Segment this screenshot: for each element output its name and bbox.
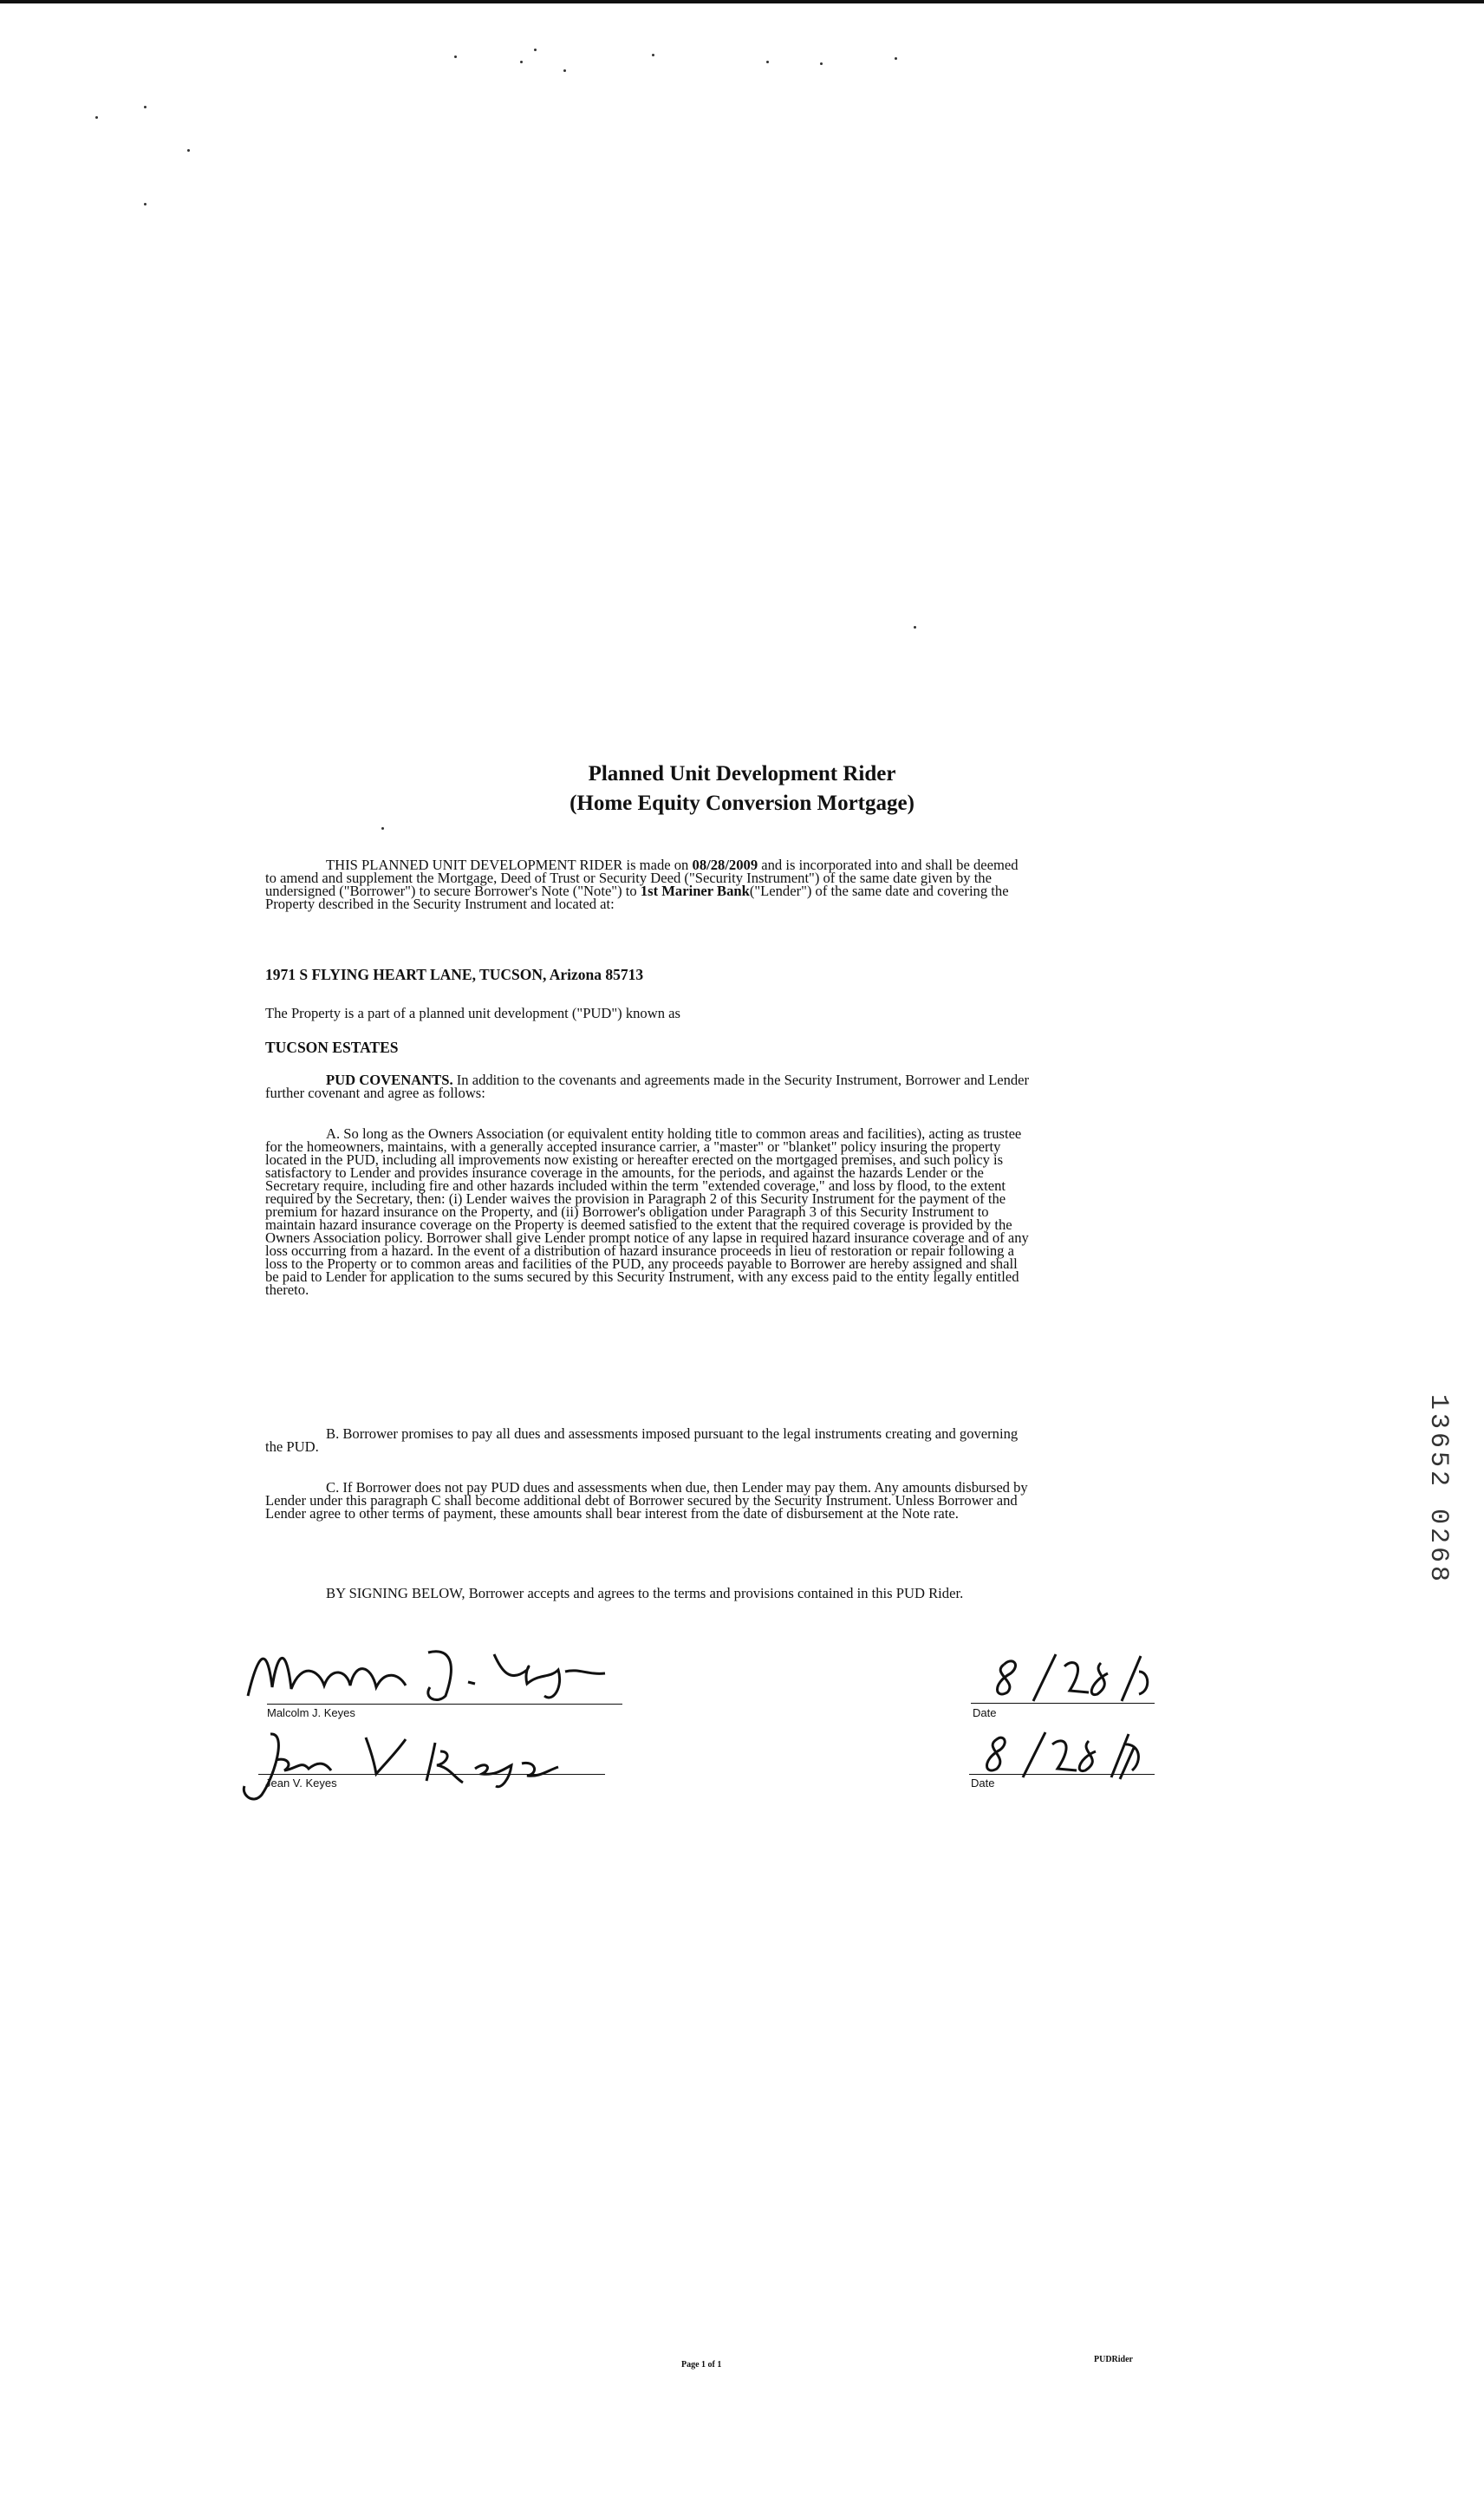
property-address: 1971 S FLYING HEART LANE, TUCSON, Arizona 85713	[265, 966, 644, 983]
covenants-paragraph	[265, 1073, 1030, 1099]
scan-speck	[534, 49, 537, 51]
paragraph-a: A. So long as the Owners Association (or equivalent entity holding title to common areas and facilities), acting as trustee for the homeowners, maintains, with a generally accepted insurance carrier, a "master" or "blanket" policy insuring the property located in the PUD, including all improvements now existing or hereafter erected on the mortgaged premises, and such policy is satisfactory to Lender and provides insurance coverage in the amounts, for the periods, and against the hazards Lender or the Secretary require, including fire and other hazards included within the term "extended coverage," and loss by flood, to the extent required by the Secretary, then: (i) Lender waives the provision in Paragraph 2 of this Security Instrument for the payment of the premium for hazard insurance on the Property, and (ii) Borrower's obligation under Paragraph 3 of this Security Instrument to maintain hazard insurance coverage on the Property is deemed satisfied to the extent that the required coverage is provided by the Owners Association policy. Borrower shall give Lender prompt notice of any lapse in required hazard insurance coverage and of any loss occurring from a hazard. In the event of a distribution of hazard insurance proceeds in lieu of restoration or repair following a loss to the Property or to common areas and facilities of the PUD, any proceeds payable to Borrower are hereby assigned and shall be paid to Lender for application to the sums secured by this Security Instrument, with any excess paid to the entity legally entitled thereto.	[265, 1125, 1029, 1298]
scan-speck	[95, 116, 98, 119]
scan-speck	[895, 57, 897, 60]
intro-text: ("Lender") of the same date and covering the Property described in the Security Instrument and located at:	[265, 883, 1009, 912]
pud-intro: The Property is a part of a planned unit development ("PUD") known as	[265, 1005, 680, 1021]
scan-speck	[454, 55, 457, 58]
date-label-1: Date	[973, 1706, 997, 1719]
scan-top-edge	[0, 0, 1484, 3]
signature-line-2	[258, 1774, 605, 1775]
signer-name-1: Malcolm J. Keyes	[267, 1706, 355, 1719]
signer-name-2: Jean V. Keyes	[265, 1777, 337, 1790]
scan-speck	[914, 626, 916, 629]
document-title: Planned Unit Development Rider	[588, 762, 896, 786]
covenants-text: In addition to the covenants and agreements made in the Security Instrument, Borrower and Lender further covenant and agree as follows:	[265, 1072, 1030, 1101]
signature-line-1	[267, 1704, 622, 1705]
scan-speck	[766, 61, 769, 63]
intro-paragraph	[265, 858, 1030, 910]
handwritten-date-1	[986, 1647, 1160, 1708]
document-subtitle: (Home Equity Conversion Mortgage)	[570, 792, 914, 815]
rider-date: 08/28/2009	[692, 857, 758, 873]
signature-malcolm-keyes	[241, 1635, 640, 1705]
scan-speck	[520, 61, 523, 63]
scan-speck	[381, 827, 384, 830]
scan-speck	[144, 203, 146, 205]
scan-speck	[144, 106, 146, 108]
page-number: Page 1 of 1	[681, 2360, 722, 2370]
date-line-1	[971, 1703, 1155, 1704]
scan-speck	[820, 62, 823, 65]
signature-jean-keyes	[236, 1725, 617, 1812]
lender-name: 1st Mariner Bank	[640, 883, 750, 899]
recording-number: 13652 0268	[1423, 1394, 1453, 1586]
signing-paragraph: BY SIGNING BELOW, Borrower accepts and agrees to the terms and provisions contained in this PUD Rider.	[326, 1585, 964, 1601]
paragraph-c: C. If Borrower does not pay PUD dues and assessments when due, then Lender may pay them. Any amounts disbursed by Lender under this paragraph C shall become additional debt of Borrower secured by the Security Instrument. Unless Borrower and Lender agree to other terms of payment, these amounts shall bear interest from the date of disbursement at the Note rate.	[265, 1479, 1028, 1522]
scan-speck	[187, 149, 190, 152]
date-line-2	[969, 1774, 1155, 1775]
intro-text: and is incorporated into and shall be deemed to amend and supplement the Mortgage, Deed of Trust or Security Deed ("Security Instrument") of the same date given by the undersigned ("Borrower") to secure Borrower's Note ("Note") to	[265, 857, 1019, 899]
form-name: PUDRider	[1094, 2355, 1133, 2364]
date-label-2: Date	[971, 1777, 995, 1790]
scan-speck	[652, 54, 654, 56]
pud-name: TUCSON ESTATES	[265, 1039, 399, 1056]
scan-speck	[563, 69, 566, 72]
paragraph-b: B. Borrower promises to pay all dues and assessments imposed pursuant to the legal instruments creating and governing the PUD.	[265, 1425, 1019, 1455]
intro-text: THIS PLANNED UNIT DEVELOPMENT RIDER is made on	[326, 857, 693, 873]
covenants-heading: PUD COVENANTS.	[326, 1072, 453, 1088]
